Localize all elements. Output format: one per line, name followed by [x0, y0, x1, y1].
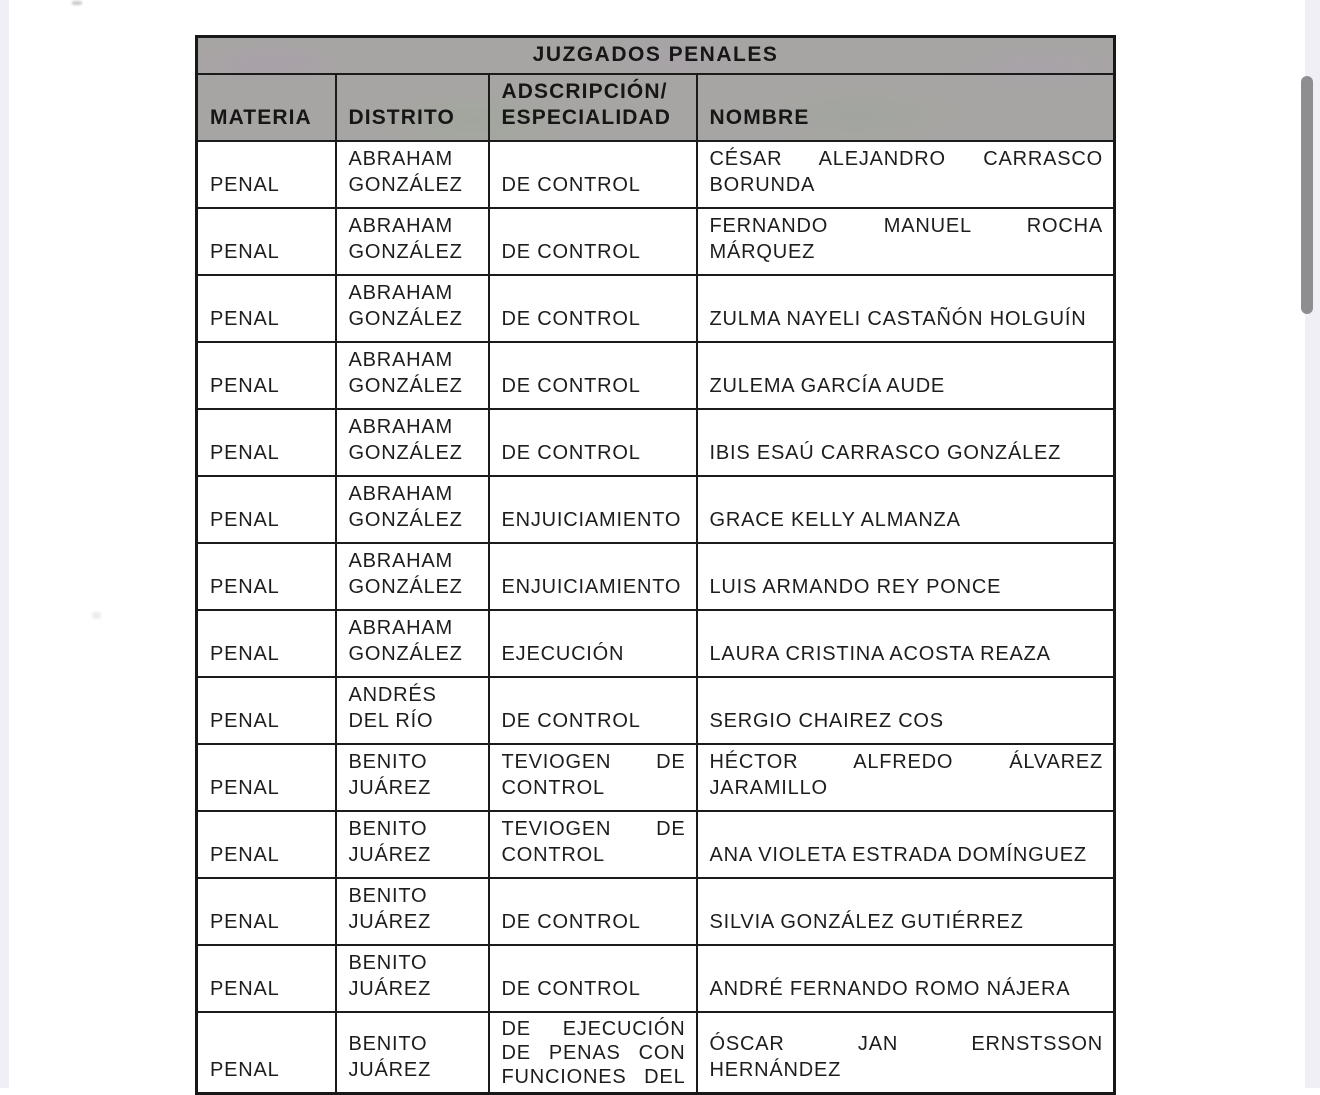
cell-nombre: [697, 1012, 1115, 1094]
cell-line: PENAL: [210, 910, 280, 933]
cell-materia: [197, 141, 336, 208]
table-row: [197, 342, 1115, 409]
cell-line: ENJUICIAMIENTO: [501, 508, 682, 531]
cell-adscripcion: [489, 677, 697, 744]
cell-line: GONZÁLEZ: [348, 508, 463, 531]
cell-line: GONZÁLEZ: [348, 642, 463, 665]
column-header-row: [197, 74, 1115, 141]
cell-nombre: [697, 275, 1115, 342]
table-row: [197, 878, 1115, 945]
cell-line: PENAL: [210, 441, 280, 464]
cell-line: CONTROL: [501, 843, 605, 866]
table-row: [197, 141, 1115, 208]
cell-line: PENAL: [210, 642, 280, 665]
cell-line: DE CONTROL: [501, 307, 641, 330]
cell-line: BENITO: [348, 884, 428, 907]
col-header-nombre: NOMBRE: [697, 74, 1115, 141]
cell-materia: [197, 208, 336, 275]
col-header-materia: MATERIA: [197, 74, 336, 141]
cell-line: PENAL: [210, 173, 280, 196]
table-row: [197, 476, 1115, 543]
cell-line: DE EJECUCIÓN: [501, 1017, 686, 1040]
cell-line: SILVIA GONZÁLEZ GUTIÉRREZ: [709, 910, 1024, 933]
cell-line: JUÁREZ: [348, 1058, 432, 1081]
cell-line: GONZÁLEZ: [348, 441, 463, 464]
cell-line: GONZÁLEZ: [348, 575, 463, 598]
cell-line: PENAL: [210, 307, 280, 330]
cell-nombre: [697, 409, 1115, 476]
cell-nombre: [697, 610, 1115, 677]
cell-line: PENAL: [210, 374, 280, 397]
cell-materia: [197, 878, 336, 945]
cell-line: ABRAHAM: [348, 147, 454, 170]
table-row: [197, 1012, 1115, 1094]
cell-line: TEVIOGEN DE: [501, 750, 686, 773]
table-title: JUZGADOS PENALES: [197, 37, 1115, 74]
table-body: [197, 141, 1115, 1094]
scanned-document: [195, 35, 1116, 1095]
cell-line: PENAL: [210, 508, 280, 531]
cell-line: GONZÁLEZ: [348, 374, 463, 397]
cell-line: BENITO: [348, 817, 428, 840]
cell-line: IBIS ESAÚ CARRASCO GONZÁLEZ: [709, 441, 1062, 464]
cell-adscripcion: [489, 945, 697, 1012]
table-row: [197, 409, 1115, 476]
cell-line: ANDRÉS: [348, 683, 437, 706]
cell-line: DEL RÍO: [348, 709, 434, 732]
cell-line: GONZÁLEZ: [348, 173, 463, 196]
cell-materia: [197, 744, 336, 811]
cell-line: DE CONTROL: [501, 173, 641, 196]
cell-materia: [197, 1012, 336, 1094]
cell-adscripcion: [489, 208, 697, 275]
cell-materia: [197, 342, 336, 409]
cell-line: ANDRÉ FERNANDO ROMO NÁJERA: [709, 977, 1071, 1000]
cell-materia: [197, 409, 336, 476]
cell-line: PENAL: [210, 240, 280, 263]
cell-line: DE PENAS CON: [501, 1041, 686, 1064]
cell-line: DE CONTROL: [501, 709, 641, 732]
cell-adscripcion: [489, 811, 697, 878]
cell-line: GRACE KELLY ALMANZA: [709, 508, 961, 531]
cell-line: ABRAHAM: [348, 549, 454, 572]
cell-nombre: [697, 945, 1115, 1012]
table-row: [197, 208, 1115, 275]
cell-line: PENAL: [210, 776, 280, 799]
cell-line: PENAL: [210, 1058, 280, 1081]
cell-distrito: [336, 610, 489, 677]
cell-line: HÉCTOR ALFREDO ÁLVAREZ: [709, 750, 1104, 773]
cell-line: FUNCIONES DEL: [501, 1065, 686, 1088]
juzgados-penales-table: [195, 35, 1116, 1095]
table-row: [197, 275, 1115, 342]
cell-adscripcion: [489, 409, 697, 476]
cell-line: GONZÁLEZ: [348, 240, 463, 263]
cell-materia: [197, 275, 336, 342]
cell-nombre: [697, 744, 1115, 811]
cell-adscripcion: [489, 543, 697, 610]
cell-materia: [197, 476, 336, 543]
cell-distrito: [336, 543, 489, 610]
cell-materia: [197, 811, 336, 878]
table-row: [197, 945, 1115, 1012]
cell-adscripcion: [489, 476, 697, 543]
cell-line: ABRAHAM: [348, 281, 454, 304]
title-row: [197, 37, 1115, 74]
cell-distrito: [336, 744, 489, 811]
cell-line: PENAL: [210, 977, 280, 1000]
cell-line: BENITO: [348, 1032, 428, 1055]
cell-line: ANA VIOLETA ESTRADA DOMÍNGUEZ: [709, 843, 1087, 866]
cell-distrito: [336, 945, 489, 1012]
cell-line: GONZÁLEZ: [348, 307, 463, 330]
cell-nombre: [697, 208, 1115, 275]
cell-distrito: [336, 342, 489, 409]
cell-line: BENITO: [348, 951, 428, 974]
cell-distrito: [336, 677, 489, 744]
cell-distrito: [336, 275, 489, 342]
cell-materia: [197, 945, 336, 1012]
cell-line: SERGIO CHAIREZ COS: [709, 709, 944, 732]
cell-adscripcion: [489, 141, 697, 208]
cell-line: BORUNDA: [709, 173, 816, 196]
cell-nombre: [697, 811, 1115, 878]
cell-line: LAURA CRISTINA ACOSTA REAZA: [709, 642, 1051, 665]
cell-line: EJECUCIÓN: [501, 642, 625, 665]
cell-line: JUÁREZ: [348, 977, 432, 1000]
cell-line: JUÁREZ: [348, 776, 432, 799]
cell-line: JUÁREZ: [348, 910, 432, 933]
cell-line: DE CONTROL: [501, 977, 641, 1000]
cell-materia: [197, 543, 336, 610]
cell-line: ABRAHAM: [348, 482, 454, 505]
scan-speck: [72, 1, 82, 5]
cell-line: FERNANDO MANUEL ROCHA: [709, 214, 1104, 237]
table-row: [197, 610, 1115, 677]
cell-distrito: [336, 141, 489, 208]
cell-adscripcion: [489, 610, 697, 677]
cell-line: PENAL: [210, 709, 280, 732]
cell-line: ZULMA NAYELI CASTAÑÓN HOLGUÍN: [709, 307, 1087, 330]
cell-adscripcion: [489, 1012, 697, 1094]
cell-line: DE CONTROL: [501, 910, 641, 933]
table-row: [197, 811, 1115, 878]
cell-distrito: [336, 409, 489, 476]
cell-materia: [197, 677, 336, 744]
cell-distrito: [336, 1012, 489, 1094]
table-row: [197, 677, 1115, 744]
page-edge-strip: [0, 0, 9, 1088]
cell-nombre: [697, 476, 1115, 543]
cell-distrito: [336, 476, 489, 543]
cell-line: CÉSAR ALEJANDRO CARRASCO: [709, 147, 1104, 170]
cell-adscripcion: [489, 342, 697, 409]
cell-line: HERNÁNDEZ: [709, 1058, 842, 1081]
cell-nombre: [697, 878, 1115, 945]
col-header-distrito: DISTRITO: [336, 74, 489, 141]
scrollbar-thumb[interactable]: [1301, 76, 1313, 314]
cell-nombre: [697, 342, 1115, 409]
cell-adscripcion: [489, 878, 697, 945]
cell-line: DE CONTROL: [501, 374, 641, 397]
scan-speck: [92, 612, 101, 619]
cell-nombre: [697, 543, 1115, 610]
cell-line: JARAMILLO: [709, 776, 828, 799]
cell-nombre: [697, 677, 1115, 744]
cell-line: MÁRQUEZ: [709, 240, 816, 263]
cell-line: ABRAHAM: [348, 415, 454, 438]
cell-line: ABRAHAM: [348, 214, 454, 237]
cell-line: PENAL: [210, 843, 280, 866]
table-header: [197, 37, 1115, 141]
cell-line: ABRAHAM: [348, 348, 454, 371]
cell-line: ZULEMA GARCÍA AUDE: [709, 374, 946, 397]
table-row: [197, 744, 1115, 811]
cell-distrito: [336, 208, 489, 275]
col-header-adscripcion: ADSCRIPCIÓN/ ESPECIALIDAD: [489, 74, 697, 141]
cell-line: ABRAHAM: [348, 616, 454, 639]
cell-adscripcion: [489, 275, 697, 342]
cell-materia: [197, 610, 336, 677]
cell-line: PENAL: [210, 575, 280, 598]
cell-line: LUIS ARMANDO REY PONCE: [709, 575, 1002, 598]
cell-line: CONTROL: [501, 776, 605, 799]
cell-distrito: [336, 811, 489, 878]
table-row: [197, 543, 1115, 610]
cell-line: ÓSCAR JAN ERNSTSSON: [709, 1032, 1104, 1055]
cell-line: DE CONTROL: [501, 441, 641, 464]
cell-adscripcion: [489, 744, 697, 811]
cell-line: TEVIOGEN DE: [501, 817, 686, 840]
cell-nombre: [697, 141, 1115, 208]
cell-line: JUÁREZ: [348, 843, 432, 866]
cell-distrito: [336, 878, 489, 945]
cell-line: ENJUICIAMIENTO: [501, 575, 682, 598]
cell-line: BENITO: [348, 750, 428, 773]
cell-line: DE CONTROL: [501, 240, 641, 263]
